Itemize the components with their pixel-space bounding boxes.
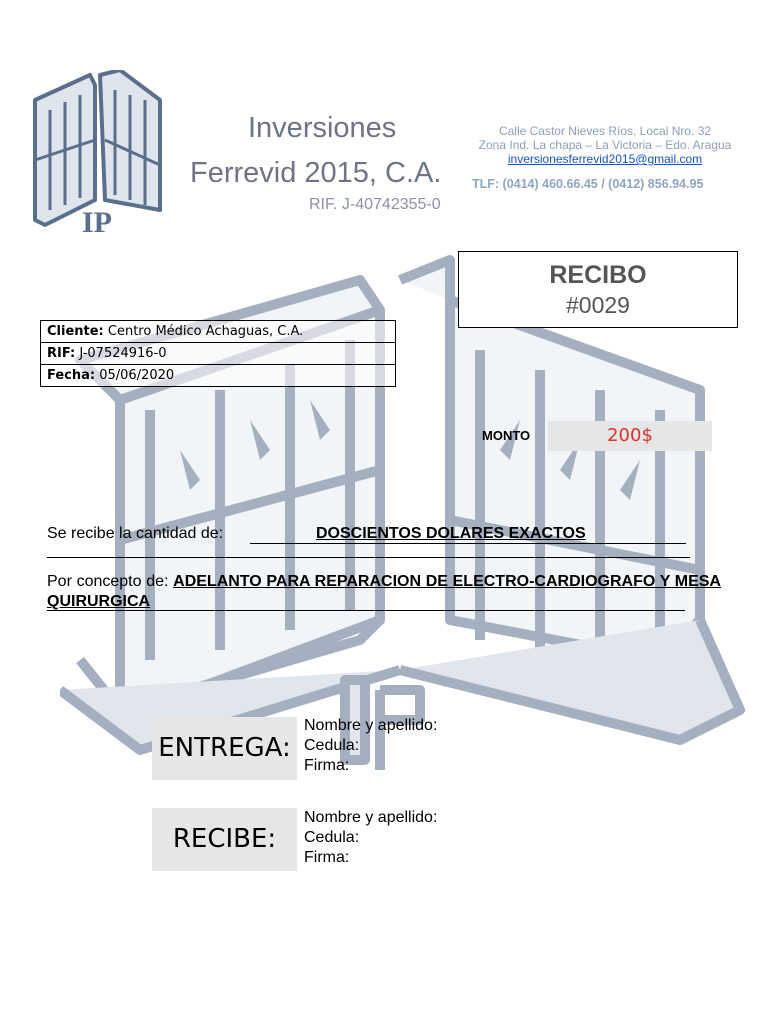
client-name-label: Cliente: xyxy=(47,324,104,339)
concept-paragraph xyxy=(47,572,721,612)
client-date-label: Fecha: xyxy=(47,368,96,383)
recibe-label: RECIBE: xyxy=(152,808,297,871)
entrega-fields xyxy=(304,716,437,776)
company-email-link[interactable]: inversionesferrevid2015@gmail.com xyxy=(507,152,703,166)
client-date-value: 05/06/2020 xyxy=(95,368,175,383)
amount-value: 200$ xyxy=(548,421,712,451)
receipt-title: RECIBO xyxy=(549,261,647,289)
client-rif-cell xyxy=(41,343,396,365)
company-name-line2: Ferrevid 2015, C.A. xyxy=(190,157,442,189)
client-rif-label: RIF: xyxy=(47,346,76,361)
company-address-line2: Zona Ind. La chapa – La Victoria – Edo. Aragua xyxy=(478,138,732,152)
concept-underline xyxy=(47,610,685,611)
quantity-label: Se recibe la cantidad de: xyxy=(47,525,224,542)
table-row xyxy=(41,343,396,365)
company-phone: TLF: (0414) 460.66.45 / (0412) 856.94.95 xyxy=(472,177,704,191)
receipt-header-box xyxy=(458,251,738,328)
recibe-signature-field: Firma: xyxy=(304,849,350,866)
company-address-line1: Calle Castor Nieves Ríos, Local Nro. 32 xyxy=(498,124,712,138)
client-name-value: Centro Médico Achaguas, C.A. xyxy=(103,324,304,339)
amount-label: MONTO xyxy=(482,428,531,443)
separator-line xyxy=(47,557,690,558)
entrega-signature-field: Firma: xyxy=(304,757,350,774)
client-rif-value: J-07524916-0 xyxy=(75,346,167,361)
logo-text: IP xyxy=(82,206,112,239)
recibe-id-field: Cedula: xyxy=(304,829,360,846)
company-email-row xyxy=(455,152,755,166)
client-name-cell xyxy=(41,321,396,343)
table-row xyxy=(41,321,396,343)
quantity-value: DOSCIENTOS DOLARES EXACTOS xyxy=(316,525,586,542)
entrega-id-field: Cedula: xyxy=(304,737,360,754)
company-rif: RIF. J-40742355-0 xyxy=(309,196,441,213)
company-logo xyxy=(20,70,170,240)
concept-label: Por concepto de: xyxy=(47,573,169,590)
recibe-name-field: Nombre y apellido: xyxy=(304,809,438,826)
recibe-fields xyxy=(304,808,437,868)
client-date-cell xyxy=(41,365,396,387)
receipt-number: #0029 xyxy=(566,292,630,318)
company-name-line1: Inversiones xyxy=(248,112,397,144)
entrega-name-field: Nombre y apellido: xyxy=(304,717,438,734)
entrega-label: ENTREGA: xyxy=(152,717,297,780)
concept-value: ADELANTO PARA REPARACION DE ELECTRO-CARDIOGRAFO Y MESA QUIRURGICA xyxy=(47,573,721,610)
table-row xyxy=(41,365,396,387)
client-info-table xyxy=(40,320,396,387)
quantity-underline xyxy=(250,543,686,544)
